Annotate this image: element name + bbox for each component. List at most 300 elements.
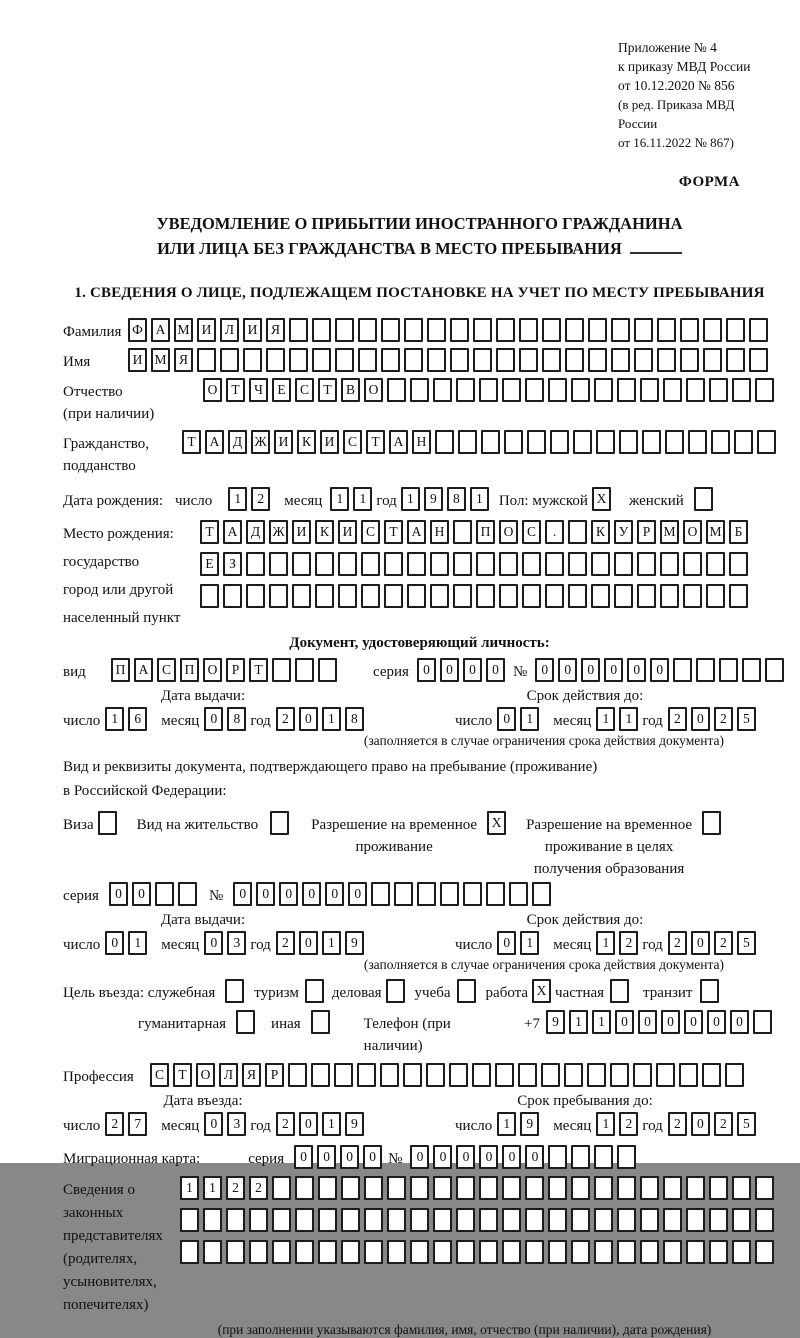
char-cell[interactable]: 0: [535, 658, 554, 682]
char-cell[interactable]: [591, 584, 610, 608]
char-cell[interactable]: [433, 378, 452, 402]
char-cell[interactable]: [702, 811, 721, 835]
char-cell[interactable]: 3: [227, 1112, 246, 1136]
patronymic-input[interactable]: [203, 378, 778, 402]
identity-valid-day[interactable]: [497, 707, 543, 731]
char-cell[interactable]: 2: [251, 487, 270, 511]
char-cell[interactable]: [381, 318, 400, 342]
char-cell[interactable]: [178, 882, 197, 906]
char-cell[interactable]: [542, 318, 561, 342]
char-cell[interactable]: [341, 1176, 360, 1200]
char-cell[interactable]: [312, 348, 331, 372]
char-cell[interactable]: [680, 348, 699, 372]
char-cell[interactable]: [481, 430, 500, 454]
char-cell[interactable]: [571, 1176, 590, 1200]
char-cell[interactable]: [410, 1176, 429, 1200]
char-cell[interactable]: [203, 1208, 222, 1232]
char-cell[interactable]: [594, 1208, 613, 1232]
doc-number-input[interactable]: [535, 658, 788, 682]
char-cell[interactable]: [403, 1063, 422, 1087]
char-cell[interactable]: [749, 318, 768, 342]
char-cell[interactable]: [571, 1240, 590, 1264]
char-cell[interactable]: 0: [730, 1010, 749, 1034]
char-cell[interactable]: [548, 1208, 567, 1232]
char-cell[interactable]: [315, 552, 334, 576]
sex-male-checkbox[interactable]: [592, 487, 615, 511]
char-cell[interactable]: 0: [325, 882, 344, 906]
char-cell[interactable]: [573, 430, 592, 454]
char-cell[interactable]: И: [243, 318, 262, 342]
char-cell[interactable]: [496, 348, 515, 372]
char-cell[interactable]: 0: [348, 882, 367, 906]
char-cell[interactable]: [272, 658, 291, 682]
identity-valid-year[interactable]: [668, 707, 760, 731]
char-cell[interactable]: [476, 584, 495, 608]
char-cell[interactable]: 1: [128, 931, 147, 955]
char-cell[interactable]: [719, 658, 738, 682]
char-cell[interactable]: Р: [265, 1063, 284, 1087]
char-cell[interactable]: П: [111, 658, 130, 682]
doc-series-input[interactable]: [417, 658, 509, 682]
char-cell[interactable]: [614, 584, 633, 608]
char-cell[interactable]: Ч: [249, 378, 268, 402]
visa-checkbox[interactable]: [98, 811, 121, 835]
char-cell[interactable]: 2: [105, 1112, 124, 1136]
char-cell[interactable]: 1: [401, 487, 420, 511]
char-cell[interactable]: 0: [433, 1145, 452, 1169]
char-cell[interactable]: Л: [219, 1063, 238, 1087]
char-cell[interactable]: [617, 378, 636, 402]
char-cell[interactable]: [532, 882, 551, 906]
char-cell[interactable]: [726, 318, 745, 342]
char-cell[interactable]: [312, 318, 331, 342]
char-cell[interactable]: 0: [204, 707, 223, 731]
char-cell[interactable]: 1: [203, 1176, 222, 1200]
char-cell[interactable]: [617, 1176, 636, 1200]
char-cell[interactable]: [479, 1176, 498, 1200]
char-cell[interactable]: О: [203, 378, 222, 402]
char-cell[interactable]: [98, 811, 117, 835]
char-cell[interactable]: [295, 658, 314, 682]
char-cell[interactable]: 1: [569, 1010, 588, 1034]
char-cell[interactable]: [634, 318, 653, 342]
char-cell[interactable]: 0: [691, 707, 710, 731]
char-cell[interactable]: [407, 552, 426, 576]
char-cell[interactable]: 0: [615, 1010, 634, 1034]
char-cell[interactable]: [663, 1176, 682, 1200]
char-cell[interactable]: К: [315, 520, 334, 544]
char-cell[interactable]: Т: [366, 430, 385, 454]
char-cell[interactable]: [266, 348, 285, 372]
char-cell[interactable]: [473, 318, 492, 342]
char-cell[interactable]: [404, 348, 423, 372]
char-cell[interactable]: Т: [226, 378, 245, 402]
purpose-official-checkbox[interactable]: [225, 979, 248, 1003]
char-cell[interactable]: [435, 430, 454, 454]
char-cell[interactable]: [410, 378, 429, 402]
char-cell[interactable]: [295, 1240, 314, 1264]
char-cell[interactable]: 1: [619, 707, 638, 731]
char-cell[interactable]: [456, 1176, 475, 1200]
char-cell[interactable]: Е: [200, 552, 219, 576]
char-cell[interactable]: [499, 552, 518, 576]
char-cell[interactable]: А: [205, 430, 224, 454]
char-cell[interactable]: 2: [714, 707, 733, 731]
char-cell[interactable]: 5: [737, 1112, 756, 1136]
char-cell[interactable]: 9: [546, 1010, 565, 1034]
char-cell[interactable]: 0: [691, 931, 710, 955]
char-cell[interactable]: 2: [619, 1112, 638, 1136]
char-cell[interactable]: Р: [226, 658, 245, 682]
char-cell[interactable]: 0: [650, 658, 669, 682]
char-cell[interactable]: Т: [200, 520, 219, 544]
char-cell[interactable]: 9: [424, 487, 443, 511]
char-cell[interactable]: [522, 584, 541, 608]
char-cell[interactable]: 0: [233, 882, 252, 906]
char-cell[interactable]: [742, 658, 761, 682]
char-cell[interactable]: [225, 979, 244, 1003]
char-cell[interactable]: [726, 348, 745, 372]
char-cell[interactable]: 0: [105, 931, 124, 955]
char-cell[interactable]: А: [134, 658, 153, 682]
char-cell[interactable]: 1: [322, 707, 341, 731]
char-cell[interactable]: [292, 552, 311, 576]
char-cell[interactable]: [541, 1063, 560, 1087]
char-cell[interactable]: [410, 1240, 429, 1264]
char-cell[interactable]: [295, 1176, 314, 1200]
char-cell[interactable]: [565, 318, 584, 342]
char-cell[interactable]: [426, 1063, 445, 1087]
char-cell[interactable]: 1: [180, 1176, 199, 1200]
char-cell[interactable]: [386, 979, 405, 1003]
char-cell[interactable]: [180, 1240, 199, 1264]
char-cell[interactable]: 0: [479, 1145, 498, 1169]
char-cell[interactable]: Л: [220, 318, 239, 342]
char-cell[interactable]: 1: [322, 931, 341, 955]
char-cell[interactable]: 0: [497, 931, 516, 955]
char-cell[interactable]: [249, 1240, 268, 1264]
char-cell[interactable]: [587, 1063, 606, 1087]
char-cell[interactable]: [380, 1063, 399, 1087]
char-cell[interactable]: 1: [592, 1010, 611, 1034]
char-cell[interactable]: [289, 318, 308, 342]
char-cell[interactable]: [371, 882, 390, 906]
purpose-other-checkbox[interactable]: [311, 1010, 334, 1034]
char-cell[interactable]: 2: [276, 707, 295, 731]
entry-day[interactable]: [105, 1112, 151, 1136]
char-cell[interactable]: [361, 552, 380, 576]
char-cell[interactable]: 0: [691, 1112, 710, 1136]
char-cell[interactable]: [617, 1145, 636, 1169]
char-cell[interactable]: [270, 811, 289, 835]
identity-issue-year[interactable]: [276, 707, 368, 731]
char-cell[interactable]: Т: [182, 430, 201, 454]
birthplace-row2-input[interactable]: [200, 552, 752, 576]
char-cell[interactable]: Д: [228, 430, 247, 454]
char-cell[interactable]: [525, 378, 544, 402]
char-cell[interactable]: [753, 1010, 772, 1034]
char-cell[interactable]: [318, 1240, 337, 1264]
char-cell[interactable]: [734, 430, 753, 454]
char-cell[interactable]: [656, 1063, 675, 1087]
char-cell[interactable]: И: [292, 520, 311, 544]
char-cell[interactable]: [657, 318, 676, 342]
char-cell[interactable]: [479, 1208, 498, 1232]
char-cell[interactable]: С: [343, 430, 362, 454]
char-cell[interactable]: [289, 348, 308, 372]
char-cell[interactable]: [660, 584, 679, 608]
purpose-tourism-checkbox[interactable]: [305, 979, 328, 1003]
char-cell[interactable]: [703, 348, 722, 372]
char-cell[interactable]: [318, 1176, 337, 1200]
char-cell[interactable]: [502, 1208, 521, 1232]
migration-series-input[interactable]: [294, 1145, 386, 1169]
char-cell[interactable]: X: [532, 979, 551, 1003]
char-cell[interactable]: [472, 1063, 491, 1087]
char-cell[interactable]: [594, 1176, 613, 1200]
char-cell[interactable]: 0: [294, 1145, 313, 1169]
char-cell[interactable]: [686, 378, 705, 402]
birthplace-row3-input[interactable]: [200, 584, 752, 608]
char-cell[interactable]: 0: [256, 882, 275, 906]
phone-input[interactable]: [546, 1010, 776, 1034]
char-cell[interactable]: [499, 584, 518, 608]
char-cell[interactable]: [588, 318, 607, 342]
char-cell[interactable]: [545, 584, 564, 608]
char-cell[interactable]: Р: [637, 520, 656, 544]
char-cell[interactable]: 1: [105, 707, 124, 731]
char-cell[interactable]: [453, 552, 472, 576]
char-cell[interactable]: 9: [345, 931, 364, 955]
char-cell[interactable]: 8: [447, 487, 466, 511]
char-cell[interactable]: [657, 348, 676, 372]
char-cell[interactable]: [502, 1240, 521, 1264]
char-cell[interactable]: С: [150, 1063, 169, 1087]
char-cell[interactable]: [548, 1176, 567, 1200]
identity-issue-month[interactable]: [204, 707, 250, 731]
char-cell[interactable]: 0: [463, 658, 482, 682]
char-cell[interactable]: Т: [249, 658, 268, 682]
char-cell[interactable]: [594, 1240, 613, 1264]
char-cell[interactable]: 0: [627, 658, 646, 682]
char-cell[interactable]: [673, 658, 692, 682]
char-cell[interactable]: [364, 1208, 383, 1232]
purpose-business-checkbox[interactable]: [386, 979, 409, 1003]
char-cell[interactable]: 1: [322, 1112, 341, 1136]
char-cell[interactable]: [663, 378, 682, 402]
char-cell[interactable]: 0: [604, 658, 623, 682]
char-cell[interactable]: [200, 584, 219, 608]
char-cell[interactable]: [755, 1240, 774, 1264]
char-cell[interactable]: [223, 584, 242, 608]
char-cell[interactable]: М: [174, 318, 193, 342]
char-cell[interactable]: Ж: [251, 430, 270, 454]
char-cell[interactable]: [525, 1176, 544, 1200]
char-cell[interactable]: [387, 1176, 406, 1200]
profession-input[interactable]: [150, 1063, 748, 1087]
birth-year-input[interactable]: [401, 487, 493, 511]
char-cell[interactable]: [410, 1208, 429, 1232]
char-cell[interactable]: [755, 1176, 774, 1200]
char-cell[interactable]: Б: [729, 520, 748, 544]
char-cell[interactable]: [594, 1145, 613, 1169]
char-cell[interactable]: [729, 584, 748, 608]
char-cell[interactable]: [476, 552, 495, 576]
char-cell[interactable]: [519, 318, 538, 342]
char-cell[interactable]: [155, 882, 174, 906]
char-cell[interactable]: [318, 1208, 337, 1232]
char-cell[interactable]: В: [341, 378, 360, 402]
char-cell[interactable]: И: [197, 318, 216, 342]
char-cell[interactable]: 2: [714, 1112, 733, 1136]
char-cell[interactable]: [729, 552, 748, 576]
char-cell[interactable]: [361, 584, 380, 608]
char-cell[interactable]: [384, 584, 403, 608]
char-cell[interactable]: П: [476, 520, 495, 544]
char-cell[interactable]: [453, 584, 472, 608]
char-cell[interactable]: [295, 1208, 314, 1232]
char-cell[interactable]: [571, 1208, 590, 1232]
char-cell[interactable]: [637, 552, 656, 576]
char-cell[interactable]: [550, 430, 569, 454]
char-cell[interactable]: [709, 1208, 728, 1232]
char-cell[interactable]: С: [295, 378, 314, 402]
char-cell[interactable]: [755, 378, 774, 402]
char-cell[interactable]: [486, 882, 505, 906]
char-cell[interactable]: 5: [737, 707, 756, 731]
char-cell[interactable]: С: [522, 520, 541, 544]
char-cell[interactable]: [548, 1240, 567, 1264]
char-cell[interactable]: Т: [173, 1063, 192, 1087]
char-cell[interactable]: X: [592, 487, 611, 511]
char-cell[interactable]: [288, 1063, 307, 1087]
residence-number-input[interactable]: [233, 882, 555, 906]
char-cell[interactable]: 2: [668, 931, 687, 955]
char-cell[interactable]: 0: [109, 882, 128, 906]
char-cell[interactable]: Я: [266, 318, 285, 342]
char-cell[interactable]: [450, 348, 469, 372]
representatives-row3-input[interactable]: [180, 1240, 778, 1264]
char-cell[interactable]: 1: [353, 487, 372, 511]
char-cell[interactable]: [338, 584, 357, 608]
char-cell[interactable]: 3: [227, 931, 246, 955]
char-cell[interactable]: [594, 378, 613, 402]
char-cell[interactable]: [703, 318, 722, 342]
representatives-row2-input[interactable]: [180, 1208, 778, 1232]
char-cell[interactable]: [269, 552, 288, 576]
char-cell[interactable]: 1: [520, 707, 539, 731]
char-cell[interactable]: 0: [299, 931, 318, 955]
char-cell[interactable]: О: [499, 520, 518, 544]
char-cell[interactable]: О: [364, 378, 383, 402]
char-cell[interactable]: С: [157, 658, 176, 682]
char-cell[interactable]: 0: [707, 1010, 726, 1034]
char-cell[interactable]: [292, 584, 311, 608]
purpose-private-checkbox[interactable]: [610, 979, 633, 1003]
char-cell[interactable]: [709, 378, 728, 402]
char-cell[interactable]: [706, 584, 725, 608]
char-cell[interactable]: 0: [486, 658, 505, 682]
char-cell[interactable]: [757, 430, 776, 454]
char-cell[interactable]: 0: [638, 1010, 657, 1034]
char-cell[interactable]: [433, 1208, 452, 1232]
char-cell[interactable]: А: [389, 430, 408, 454]
char-cell[interactable]: К: [591, 520, 610, 544]
char-cell[interactable]: [456, 378, 475, 402]
char-cell[interactable]: [387, 1208, 406, 1232]
char-cell[interactable]: 5: [737, 931, 756, 955]
char-cell[interactable]: [430, 552, 449, 576]
identity-valid-month[interactable]: [596, 707, 642, 731]
char-cell[interactable]: [755, 1208, 774, 1232]
char-cell[interactable]: Ф: [128, 318, 147, 342]
char-cell[interactable]: [619, 430, 638, 454]
char-cell[interactable]: 0: [661, 1010, 680, 1034]
char-cell[interactable]: М: [660, 520, 679, 544]
char-cell[interactable]: [509, 882, 528, 906]
char-cell[interactable]: [456, 1208, 475, 1232]
char-cell[interactable]: [663, 1240, 682, 1264]
char-cell[interactable]: [341, 1240, 360, 1264]
char-cell[interactable]: [527, 430, 546, 454]
char-cell[interactable]: А: [223, 520, 242, 544]
stay-day[interactable]: [497, 1112, 543, 1136]
char-cell[interactable]: [502, 1176, 521, 1200]
char-cell[interactable]: [732, 378, 751, 402]
temp-residence-edu-checkbox[interactable]: [702, 811, 725, 835]
char-cell[interactable]: Я: [242, 1063, 261, 1087]
char-cell[interactable]: 2: [249, 1176, 268, 1200]
char-cell[interactable]: [427, 348, 446, 372]
char-cell[interactable]: [226, 1240, 245, 1264]
char-cell[interactable]: М: [151, 348, 170, 372]
char-cell[interactable]: [364, 1176, 383, 1200]
birth-day-input[interactable]: [228, 487, 274, 511]
char-cell[interactable]: [387, 1240, 406, 1264]
char-cell[interactable]: [456, 1240, 475, 1264]
residence-valid-year[interactable]: [668, 931, 760, 955]
char-cell[interactable]: 1: [228, 487, 247, 511]
char-cell[interactable]: [519, 348, 538, 372]
char-cell[interactable]: [335, 348, 354, 372]
char-cell[interactable]: [564, 1063, 583, 1087]
char-cell[interactable]: [457, 979, 476, 1003]
char-cell[interactable]: [433, 1176, 452, 1200]
char-cell[interactable]: [665, 430, 684, 454]
char-cell[interactable]: [709, 1176, 728, 1200]
char-cell[interactable]: Ж: [269, 520, 288, 544]
char-cell[interactable]: [305, 979, 324, 1003]
char-cell[interactable]: [272, 1240, 291, 1264]
char-cell[interactable]: [548, 1145, 567, 1169]
char-cell[interactable]: [243, 348, 262, 372]
char-cell[interactable]: [417, 882, 436, 906]
char-cell[interactable]: О: [196, 1063, 215, 1087]
char-cell[interactable]: 0: [497, 707, 516, 731]
char-cell[interactable]: [617, 1240, 636, 1264]
char-cell[interactable]: 2: [226, 1176, 245, 1200]
char-cell[interactable]: [430, 584, 449, 608]
char-cell[interactable]: З: [223, 552, 242, 576]
char-cell[interactable]: 0: [204, 1112, 223, 1136]
char-cell[interactable]: 0: [340, 1145, 359, 1169]
entry-year[interactable]: [276, 1112, 368, 1136]
char-cell[interactable]: П: [180, 658, 199, 682]
char-cell[interactable]: [404, 318, 423, 342]
char-cell[interactable]: К: [297, 430, 316, 454]
char-cell[interactable]: А: [407, 520, 426, 544]
char-cell[interactable]: 1: [497, 1112, 516, 1136]
